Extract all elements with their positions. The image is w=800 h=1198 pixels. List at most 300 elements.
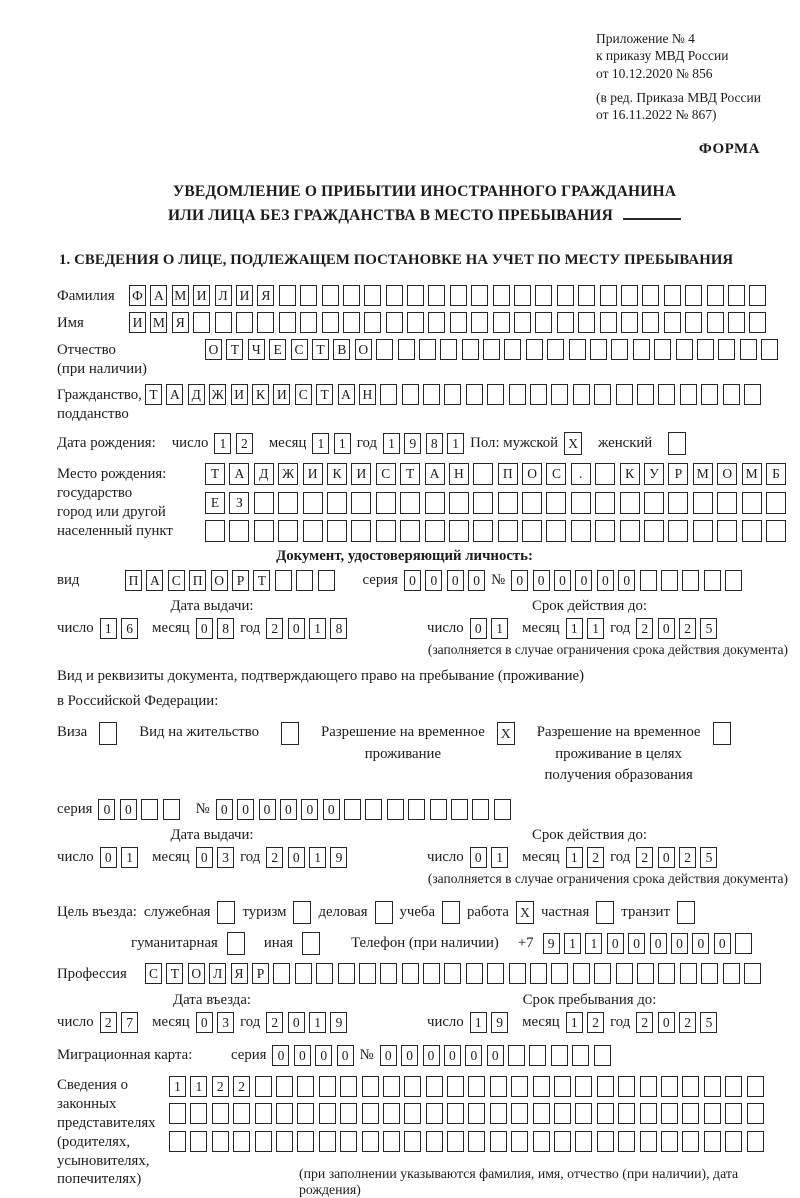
char-cell[interactable]	[640, 570, 657, 591]
char-cell[interactable]	[490, 1131, 507, 1152]
char-cell[interactable]	[668, 520, 688, 542]
char-cell[interactable]: 2	[679, 847, 696, 868]
char-cell[interactable]	[494, 799, 511, 820]
char-cell[interactable]	[514, 312, 531, 333]
char-cell[interactable]: 0	[607, 933, 624, 954]
char-cell[interactable]	[571, 520, 591, 542]
char-cell[interactable]: Е	[205, 492, 225, 514]
char-cell[interactable]: 0	[447, 570, 464, 591]
char-cell[interactable]	[728, 312, 745, 333]
char-cell[interactable]	[212, 1103, 229, 1124]
char-cell[interactable]	[471, 312, 488, 333]
char-cell[interactable]	[664, 312, 681, 333]
char-cell[interactable]: 1	[309, 618, 326, 639]
char-cell[interactable]: 2	[266, 1012, 283, 1033]
char-cell[interactable]	[508, 1045, 525, 1066]
char-cell[interactable]	[483, 339, 500, 360]
checkbox-cell[interactable]	[713, 722, 731, 745]
char-cell[interactable]	[376, 520, 396, 542]
char-cell[interactable]	[297, 1076, 314, 1097]
char-cell[interactable]	[407, 312, 424, 333]
char-cell[interactable]	[351, 520, 371, 542]
char-cell[interactable]	[498, 492, 518, 514]
char-cell[interactable]: Н	[359, 384, 376, 405]
char-cell[interactable]	[571, 492, 591, 514]
char-cell[interactable]	[725, 1103, 742, 1124]
char-cell[interactable]: О	[205, 339, 222, 360]
char-cell[interactable]	[717, 520, 737, 542]
char-cell[interactable]: А	[229, 463, 249, 485]
char-cell[interactable]	[620, 520, 640, 542]
char-cell[interactable]: 1	[587, 618, 604, 639]
char-cell[interactable]	[425, 492, 445, 514]
char-cell[interactable]: 0	[425, 570, 442, 591]
char-cell[interactable]	[575, 1076, 592, 1097]
char-cell[interactable]: 0	[628, 933, 645, 954]
char-cell[interactable]	[644, 520, 664, 542]
char-cell[interactable]	[362, 1131, 379, 1152]
char-cell[interactable]	[633, 339, 650, 360]
char-cell[interactable]	[595, 463, 615, 485]
char-cell[interactable]	[383, 1103, 400, 1124]
char-cell[interactable]: 2	[636, 847, 653, 868]
char-cell[interactable]	[318, 570, 335, 591]
char-cell[interactable]: И	[193, 285, 210, 306]
char-cell[interactable]	[723, 384, 740, 405]
char-cell[interactable]: 0	[487, 1045, 504, 1066]
char-cell[interactable]: М	[742, 463, 762, 485]
char-cell[interactable]	[642, 312, 659, 333]
char-cell[interactable]	[693, 520, 713, 542]
char-cell[interactable]	[254, 520, 274, 542]
char-cell[interactable]	[400, 492, 420, 514]
char-cell[interactable]	[637, 963, 654, 984]
char-cell[interactable]	[407, 285, 424, 306]
char-cell[interactable]: 8	[217, 618, 234, 639]
char-cell[interactable]	[621, 312, 638, 333]
char-cell[interactable]: 1	[190, 1076, 207, 1097]
char-cell[interactable]	[640, 1076, 657, 1097]
char-cell[interactable]	[257, 312, 274, 333]
char-cell[interactable]: Д	[254, 463, 274, 485]
char-cell[interactable]	[327, 492, 347, 514]
char-cell[interactable]	[747, 1103, 764, 1124]
char-cell[interactable]: 7	[121, 1012, 138, 1033]
char-cell[interactable]: Т	[205, 463, 225, 485]
char-cell[interactable]: 1	[585, 933, 602, 954]
char-cell[interactable]	[618, 1103, 635, 1124]
char-cell[interactable]	[551, 384, 568, 405]
char-cell[interactable]: 0	[301, 799, 318, 820]
char-cell[interactable]: 2	[636, 618, 653, 639]
char-cell[interactable]	[428, 285, 445, 306]
char-cell[interactable]: 3	[217, 847, 234, 868]
char-cell[interactable]: 0	[288, 1012, 305, 1033]
char-cell[interactable]	[279, 312, 296, 333]
char-cell[interactable]	[303, 520, 323, 542]
char-cell[interactable]: Н	[449, 463, 469, 485]
char-cell[interactable]	[551, 963, 568, 984]
char-cell[interactable]: Т	[400, 463, 420, 485]
checkbox-cell[interactable]	[99, 722, 117, 745]
char-cell[interactable]	[297, 1103, 314, 1124]
char-cell[interactable]	[193, 312, 210, 333]
char-cell[interactable]	[273, 963, 290, 984]
char-cell[interactable]	[595, 492, 615, 514]
char-cell[interactable]: 1	[383, 433, 400, 454]
char-cell[interactable]: Т	[316, 384, 333, 405]
char-cell[interactable]: Т	[253, 570, 270, 591]
char-cell[interactable]: М	[172, 285, 189, 306]
char-cell[interactable]	[278, 520, 298, 542]
char-cell[interactable]: 0	[465, 1045, 482, 1066]
char-cell[interactable]: И	[351, 463, 371, 485]
char-cell[interactable]: Л	[209, 963, 226, 984]
char-cell[interactable]: Р	[668, 463, 688, 485]
char-cell[interactable]: П	[189, 570, 206, 591]
char-cell[interactable]	[701, 963, 718, 984]
char-cell[interactable]: Д	[188, 384, 205, 405]
char-cell[interactable]	[276, 1076, 293, 1097]
char-cell[interactable]	[404, 1076, 421, 1097]
char-cell[interactable]: 0	[120, 799, 137, 820]
char-cell[interactable]	[533, 1103, 550, 1124]
char-cell[interactable]: 1	[100, 618, 117, 639]
checkbox-cell[interactable]	[217, 901, 235, 924]
char-cell[interactable]: К	[620, 463, 640, 485]
char-cell[interactable]	[535, 285, 552, 306]
char-cell[interactable]	[661, 1076, 678, 1097]
char-cell[interactable]	[685, 285, 702, 306]
char-cell[interactable]	[426, 1103, 443, 1124]
char-cell[interactable]: А	[150, 285, 167, 306]
checkbox-cell[interactable]	[281, 722, 299, 745]
char-cell[interactable]: Я	[231, 963, 248, 984]
char-cell[interactable]: Е	[269, 339, 286, 360]
char-cell[interactable]	[640, 1131, 657, 1152]
char-cell[interactable]	[449, 520, 469, 542]
char-cell[interactable]	[522, 520, 542, 542]
char-cell[interactable]	[276, 1103, 293, 1124]
char-cell[interactable]	[744, 963, 761, 984]
char-cell[interactable]	[340, 1103, 357, 1124]
checkbox-cell[interactable]	[596, 901, 614, 924]
char-cell[interactable]	[704, 1131, 721, 1152]
char-cell[interactable]	[473, 492, 493, 514]
char-cell[interactable]	[511, 1131, 528, 1152]
char-cell[interactable]	[725, 1131, 742, 1152]
char-cell[interactable]	[190, 1103, 207, 1124]
char-cell[interactable]	[618, 1131, 635, 1152]
char-cell[interactable]	[533, 1131, 550, 1152]
char-cell[interactable]	[303, 492, 323, 514]
char-cell[interactable]	[255, 1076, 272, 1097]
char-cell[interactable]	[740, 339, 757, 360]
char-cell[interactable]: 0	[658, 618, 675, 639]
char-cell[interactable]	[340, 1076, 357, 1097]
char-cell[interactable]	[725, 1076, 742, 1097]
char-cell[interactable]	[718, 339, 735, 360]
char-cell[interactable]	[547, 339, 564, 360]
char-cell[interactable]: П	[498, 463, 518, 485]
char-cell[interactable]	[490, 1103, 507, 1124]
char-cell[interactable]: 0	[237, 799, 254, 820]
char-cell[interactable]: 8	[330, 618, 347, 639]
char-cell[interactable]	[575, 1131, 592, 1152]
char-cell[interactable]: С	[145, 963, 162, 984]
char-cell[interactable]	[509, 384, 526, 405]
char-cell[interactable]	[468, 1076, 485, 1097]
char-cell[interactable]	[546, 520, 566, 542]
char-cell[interactable]: 0	[468, 570, 485, 591]
char-cell[interactable]	[380, 963, 397, 984]
char-cell[interactable]: И	[129, 312, 146, 333]
char-cell[interactable]: Ч	[248, 339, 265, 360]
char-cell[interactable]	[704, 570, 721, 591]
char-cell[interactable]	[514, 285, 531, 306]
char-cell[interactable]: К	[252, 384, 269, 405]
checkbox-cell[interactable]	[442, 901, 460, 924]
char-cell[interactable]: 8	[426, 433, 443, 454]
char-cell[interactable]	[637, 384, 654, 405]
char-cell[interactable]: 0	[288, 847, 305, 868]
char-cell[interactable]	[450, 285, 467, 306]
char-cell[interactable]	[620, 492, 640, 514]
char-cell[interactable]: 0	[423, 1045, 440, 1066]
char-cell[interactable]: Т	[166, 963, 183, 984]
char-cell[interactable]	[735, 933, 752, 954]
char-cell[interactable]: .	[571, 463, 591, 485]
char-cell[interactable]: 1	[564, 933, 581, 954]
char-cell[interactable]	[618, 1076, 635, 1097]
char-cell[interactable]	[404, 1131, 421, 1152]
char-cell[interactable]	[466, 384, 483, 405]
char-cell[interactable]	[322, 312, 339, 333]
char-cell[interactable]	[468, 1103, 485, 1124]
char-cell[interactable]: К	[327, 463, 347, 485]
char-cell[interactable]	[533, 1076, 550, 1097]
char-cell[interactable]: Т	[226, 339, 243, 360]
char-cell[interactable]	[300, 312, 317, 333]
char-cell[interactable]	[319, 1131, 336, 1152]
char-cell[interactable]	[402, 384, 419, 405]
char-cell[interactable]: 0	[658, 847, 675, 868]
char-cell[interactable]	[597, 1131, 614, 1152]
char-cell[interactable]	[701, 384, 718, 405]
char-cell[interactable]	[376, 492, 396, 514]
char-cell[interactable]: 9	[491, 1012, 508, 1033]
char-cell[interactable]	[419, 339, 436, 360]
char-cell[interactable]	[236, 312, 253, 333]
char-cell[interactable]	[398, 339, 415, 360]
char-cell[interactable]	[573, 963, 590, 984]
char-cell[interactable]: 0	[401, 1045, 418, 1066]
char-cell[interactable]	[402, 963, 419, 984]
char-cell[interactable]	[529, 1045, 546, 1066]
char-cell[interactable]	[376, 339, 393, 360]
char-cell[interactable]	[351, 492, 371, 514]
char-cell[interactable]: 0	[404, 570, 421, 591]
char-cell[interactable]	[322, 285, 339, 306]
char-cell[interactable]	[661, 1131, 678, 1152]
char-cell[interactable]: 1	[334, 433, 351, 454]
char-cell[interactable]	[578, 285, 595, 306]
char-cell[interactable]: 0	[98, 799, 115, 820]
char-cell[interactable]: 0	[294, 1045, 311, 1066]
char-cell[interactable]: 5	[700, 618, 717, 639]
char-cell[interactable]	[344, 799, 361, 820]
char-cell[interactable]: О	[717, 463, 737, 485]
char-cell[interactable]	[707, 285, 724, 306]
char-cell[interactable]	[163, 799, 180, 820]
char-cell[interactable]: 2	[266, 847, 283, 868]
char-cell[interactable]	[408, 799, 425, 820]
char-cell[interactable]: 0	[650, 933, 667, 954]
char-cell[interactable]: 1	[470, 1012, 487, 1033]
char-cell[interactable]: 9	[543, 933, 560, 954]
char-cell[interactable]: О	[211, 570, 228, 591]
char-cell[interactable]	[365, 799, 382, 820]
char-cell[interactable]	[426, 1131, 443, 1152]
char-cell[interactable]	[680, 384, 697, 405]
char-cell[interactable]: 1	[566, 847, 583, 868]
char-cell[interactable]	[447, 1076, 464, 1097]
char-cell[interactable]: П	[125, 570, 142, 591]
char-cell[interactable]	[387, 799, 404, 820]
char-cell[interactable]	[747, 1131, 764, 1152]
char-cell[interactable]	[594, 1045, 611, 1066]
char-cell[interactable]	[676, 339, 693, 360]
char-cell[interactable]: А	[338, 384, 355, 405]
char-cell[interactable]	[551, 1045, 568, 1066]
char-cell[interactable]	[440, 339, 457, 360]
char-cell[interactable]	[297, 1131, 314, 1152]
char-cell[interactable]: 6	[121, 618, 138, 639]
char-cell[interactable]	[190, 1131, 207, 1152]
char-cell[interactable]: 2	[266, 618, 283, 639]
char-cell[interactable]	[554, 1131, 571, 1152]
char-cell[interactable]: Т	[312, 339, 329, 360]
char-cell[interactable]	[616, 384, 633, 405]
char-cell[interactable]: 2	[212, 1076, 229, 1097]
char-cell[interactable]	[557, 285, 574, 306]
char-cell[interactable]: А	[146, 570, 163, 591]
char-cell[interactable]	[449, 492, 469, 514]
char-cell[interactable]: 0	[533, 570, 550, 591]
char-cell[interactable]	[658, 384, 675, 405]
char-cell[interactable]: 0	[315, 1045, 332, 1066]
char-cell[interactable]	[680, 963, 697, 984]
char-cell[interactable]	[661, 1103, 678, 1124]
char-cell[interactable]	[444, 963, 461, 984]
char-cell[interactable]	[707, 312, 724, 333]
checkbox-cell[interactable]	[227, 932, 245, 955]
char-cell[interactable]	[141, 799, 158, 820]
char-cell[interactable]	[575, 1103, 592, 1124]
char-cell[interactable]	[428, 312, 445, 333]
char-cell[interactable]	[682, 1131, 699, 1152]
char-cell[interactable]: 1	[491, 618, 508, 639]
char-cell[interactable]: 0	[692, 933, 709, 954]
char-cell[interactable]	[215, 312, 232, 333]
char-cell[interactable]	[664, 285, 681, 306]
char-cell[interactable]	[386, 285, 403, 306]
char-cell[interactable]	[569, 339, 586, 360]
char-cell[interactable]	[704, 1103, 721, 1124]
char-cell[interactable]: 1	[447, 433, 464, 454]
char-cell[interactable]	[319, 1103, 336, 1124]
char-cell[interactable]	[654, 339, 671, 360]
checkbox-cell[interactable]: X	[497, 722, 515, 745]
char-cell[interactable]	[400, 520, 420, 542]
char-cell[interactable]: 0	[280, 799, 297, 820]
char-cell[interactable]	[212, 1131, 229, 1152]
char-cell[interactable]: 1	[309, 1012, 326, 1033]
char-cell[interactable]: 1	[121, 847, 138, 868]
char-cell[interactable]	[597, 1076, 614, 1097]
char-cell[interactable]: С	[295, 384, 312, 405]
char-cell[interactable]	[658, 963, 675, 984]
char-cell[interactable]	[169, 1103, 186, 1124]
char-cell[interactable]	[295, 963, 312, 984]
char-cell[interactable]: 3	[217, 1012, 234, 1033]
char-cell[interactable]	[380, 384, 397, 405]
char-cell[interactable]: И	[273, 384, 290, 405]
char-cell[interactable]: 9	[330, 847, 347, 868]
char-cell[interactable]: 0	[288, 618, 305, 639]
char-cell[interactable]: 1	[214, 433, 231, 454]
char-cell[interactable]: 0	[196, 618, 213, 639]
char-cell[interactable]	[340, 1131, 357, 1152]
char-cell[interactable]	[255, 1131, 272, 1152]
char-cell[interactable]: О	[355, 339, 372, 360]
char-cell[interactable]	[749, 312, 766, 333]
char-cell[interactable]	[359, 963, 376, 984]
char-cell[interactable]: 0	[671, 933, 688, 954]
char-cell[interactable]	[300, 285, 317, 306]
char-cell[interactable]: 0	[196, 1012, 213, 1033]
char-cell[interactable]: 1	[491, 847, 508, 868]
char-cell[interactable]: 0	[216, 799, 233, 820]
char-cell[interactable]	[504, 339, 521, 360]
char-cell[interactable]	[362, 1076, 379, 1097]
char-cell[interactable]	[704, 1076, 721, 1097]
char-cell[interactable]	[473, 463, 493, 485]
char-cell[interactable]: 0	[470, 847, 487, 868]
char-cell[interactable]: И	[303, 463, 323, 485]
char-cell[interactable]	[362, 1103, 379, 1124]
char-cell[interactable]	[761, 339, 778, 360]
char-cell[interactable]	[462, 339, 479, 360]
checkbox-cell[interactable]	[668, 432, 686, 455]
char-cell[interactable]	[471, 285, 488, 306]
checkbox-cell[interactable]	[375, 901, 393, 924]
checkbox-cell[interactable]	[293, 901, 311, 924]
char-cell[interactable]: 0	[196, 847, 213, 868]
char-cell[interactable]: 0	[597, 570, 614, 591]
char-cell[interactable]	[522, 492, 542, 514]
blank-underline[interactable]	[623, 218, 681, 220]
char-cell[interactable]	[473, 520, 493, 542]
char-cell[interactable]	[383, 1131, 400, 1152]
char-cell[interactable]	[426, 1076, 443, 1097]
char-cell[interactable]	[255, 1103, 272, 1124]
char-cell[interactable]	[451, 799, 468, 820]
checkbox-cell[interactable]	[677, 901, 695, 924]
char-cell[interactable]	[526, 339, 543, 360]
char-cell[interactable]	[233, 1103, 250, 1124]
char-cell[interactable]	[554, 1076, 571, 1097]
